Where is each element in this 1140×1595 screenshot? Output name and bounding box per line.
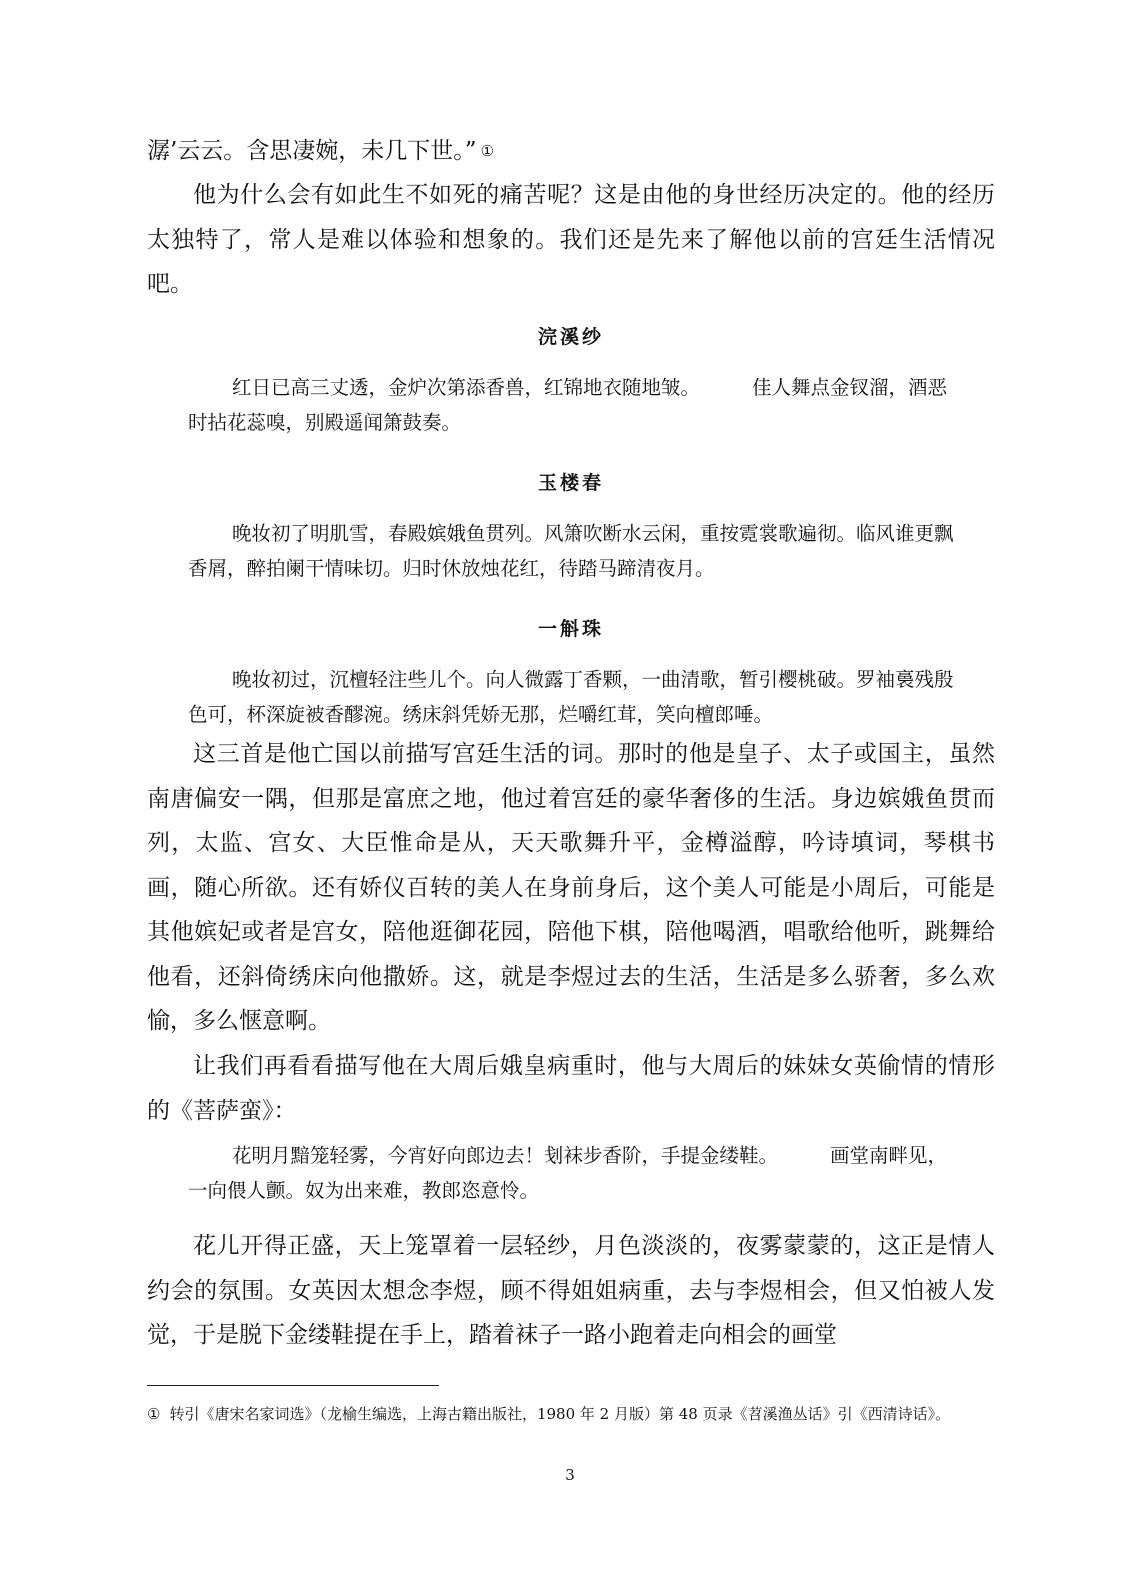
- paragraph-palace-life: 这三首是他亡国以前描写宫廷生活的词。那时的他是皇子、太子或国主，虽然南唐偏安一隅，但那是富庶之地，他过着宫廷的豪华奢侈的生活。身边嫔娥鱼贯而列，太监、宫女、大臣惟命是从，天天歌舞升平，金樽溢醇，吟诗填词，琴棋书画，随心所欲。还有娇仪百转的美人在身前身后，这个美人可能是小周后，可能是其他嫔妃或者是宫女，陪他逛御花园，陪他下棋，陪他喝酒，唱歌给他听，跳舞给他看，还斜倚绣床向他撒娇。这，就是李煜过去的生活，生活是多么骄奢，多么欢愉，多么惬意啊。: [147, 741, 995, 1034]
- poem-title-huanxisha: 浣溪纱: [537, 326, 604, 348]
- footnote-divider: [147, 1385, 439, 1386]
- page-number: 3: [565, 1466, 575, 1484]
- footnote-text: 转引《唐宋名家词选》（龙榆生编选，上海古籍出版社，1980 年 2 月版）第 48 页录《苕溪渔丛话》引《西清诗话》。: [169, 1405, 951, 1423]
- footnote-reference[interactable]: ①: [480, 142, 495, 160]
- footnote-mark: ①: [147, 1405, 161, 1423]
- poem-text-pusaman: 花明月黯笼轻雾，今宵好向郎边去！刬袜步香阶，手提金缕鞋。 画堂南畔见，一向偎人颤。奴为出来难，教郎恣意怜。: [188, 1144, 948, 1202]
- poem-text-huanxisha: 红日已高三丈透，金炉次第添香兽，红锦地衣随地皱。 佳人舞点金钗溜，酒恶时拈花蕊嗅，别殿遥闻箫鼓奏。: [188, 376, 948, 434]
- paragraph-continuation: 潺’云云。含思凄婉，未几下世。” ①: [147, 138, 495, 164]
- paragraph-explanation: 花儿开得正盛，天上笼罩着一层轻纱，月色淡淡的，夜雾蒙蒙的，这正是情人约会的氛围。女英因太想念李煜，顾不得姐姐病重，去与李煜相会，但又怕被人发觉，于是脱下金缕鞋提在手上，踏着袜子一路小跑着走向相会的画堂: [147, 1233, 995, 1348]
- poem-title-yihuzhu: 一斛珠: [537, 618, 604, 640]
- poem-title-yulouchun: 玉楼春: [537, 472, 604, 494]
- poem-text-yihuzhu: 晚妆初过，沉檀轻注些儿个。向人微露丁香颗，一曲清歌，暂引樱桃破。罗袖裛残殷色可，杯深旋被香醪涴。绣床斜凭娇无那，烂嚼红茸，笑向檀郎唾。: [188, 668, 954, 726]
- poem-text-yulouchun: 晚妆初了明肌雪，春殿嫔娥鱼贯列。风箫吹断水云闲，重按霓裳歌遍彻。临风谁更飘香屑，醉拍阑干情味切。归时休放烛花红，待踏马蹄清夜月。: [188, 522, 954, 580]
- footnote: [147, 1402, 1016, 1426]
- paragraph-intro: 他为什么会有如此生不如死的痛苦呢？这是由他的身世经历决定的。他的经历太独特了，常人是难以体验和想象的。我们还是先来了解他以前的宫廷生活情况吧。: [147, 182, 995, 297]
- paragraph-pusaman-intro: 让我们再看看描写他在大周后娥皇病重时，他与大周后的妹妹女英偷情的情形的《菩萨蛮》：: [147, 1053, 995, 1124]
